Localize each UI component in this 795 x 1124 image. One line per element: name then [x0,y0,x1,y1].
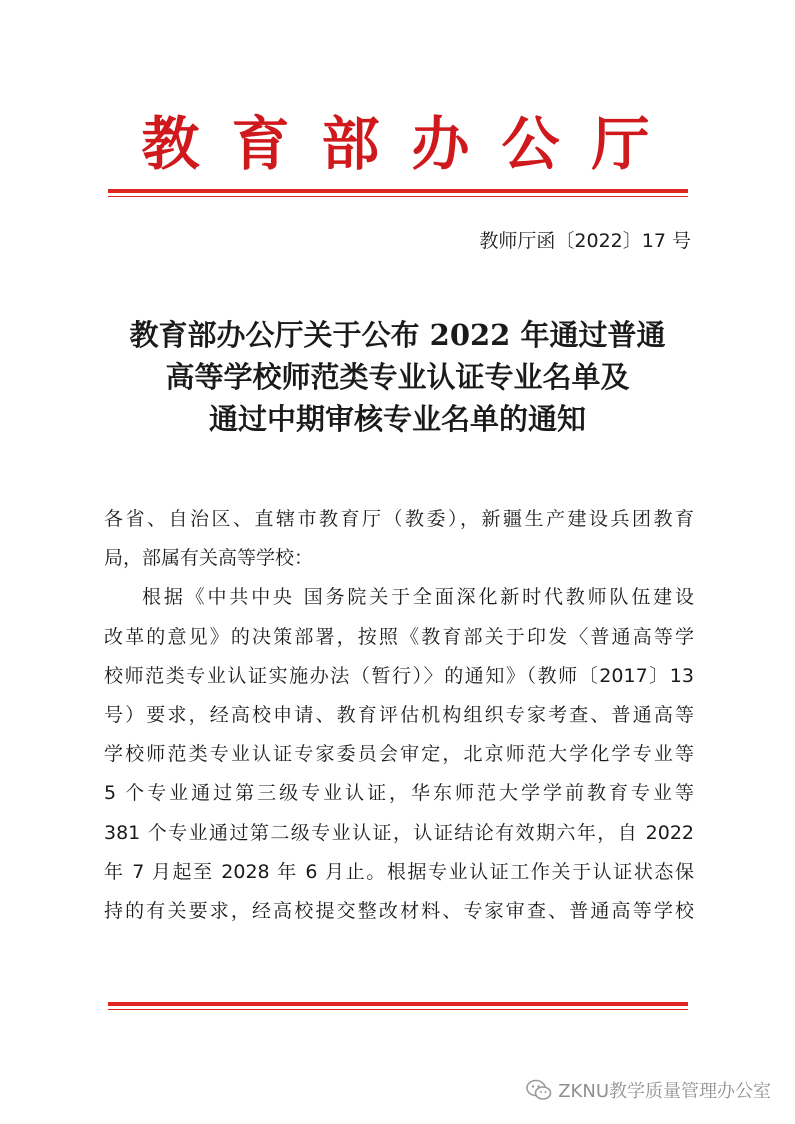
salutation-line: 局，部属有关高等学校： [104,547,314,570]
paragraph-line: 根据《中共中央 国务院关于全面深化新时代教师队伍建设 [142,586,694,609]
footer-divider-thick-line [108,1002,688,1006]
title-line: 教育部办公厅关于公布 2022 年通过普通 [129,318,666,352]
document-title [0,314,795,440]
watermark-text: ZKNU教学质量管理办公室 [558,1081,771,1102]
issuer-header [0,108,795,180]
wechat-icon [526,1079,552,1101]
header-divider [108,189,688,197]
footer-divider-thin-line [108,1009,688,1010]
paragraph-line: 改革的意见》的决策部署，按照《教育部关于印发〈普通高等学 [104,625,694,648]
header-divider-thick-line [108,189,688,193]
paragraph-line: 学校师范类专业认证专家委员会审定，北京师范大学化学专业等 [104,743,694,766]
source-watermark [526,1077,771,1103]
header-divider-thin-line [108,196,688,197]
paragraph-line: 号）要求，经高校申请、教育评估机构组织专家考查、普通高等 [104,704,694,727]
paragraph-line: 校师范类专业认证实施办法（暂行）〉的通知》（教师〔2017〕13 [104,664,694,687]
paragraph-line: 5 个专业通过第三级专业认证，华东师范大学学前教育专业等 [104,782,694,805]
paragraph-line: 年 7 月起至 2028 年 6 月止。根据专业认证工作关于认证状态保 [104,860,694,883]
document-number: 教师厅函〔2022〕17 号 [479,230,691,252]
title-line: 通过中期审核专业名单的通知 [208,402,586,436]
paragraph-line: 持的有关要求，经高校提交整改材料、专家审查、普通高等学校 [104,900,694,923]
salutation-line: 各省、自治区、直辖市教育厅（教委），新疆生产建设兵团教育 [104,508,694,530]
issuer-name: 教育部办公厅 [141,110,682,178]
footer-divider [108,1002,688,1010]
title-line: 高等学校师范类专业认证专业名单及 [165,360,630,394]
paragraph-line: 381 个专业通过第二级专业认证，认证结论有效期六年，自 2022 [104,821,694,844]
document-body [104,500,694,931]
